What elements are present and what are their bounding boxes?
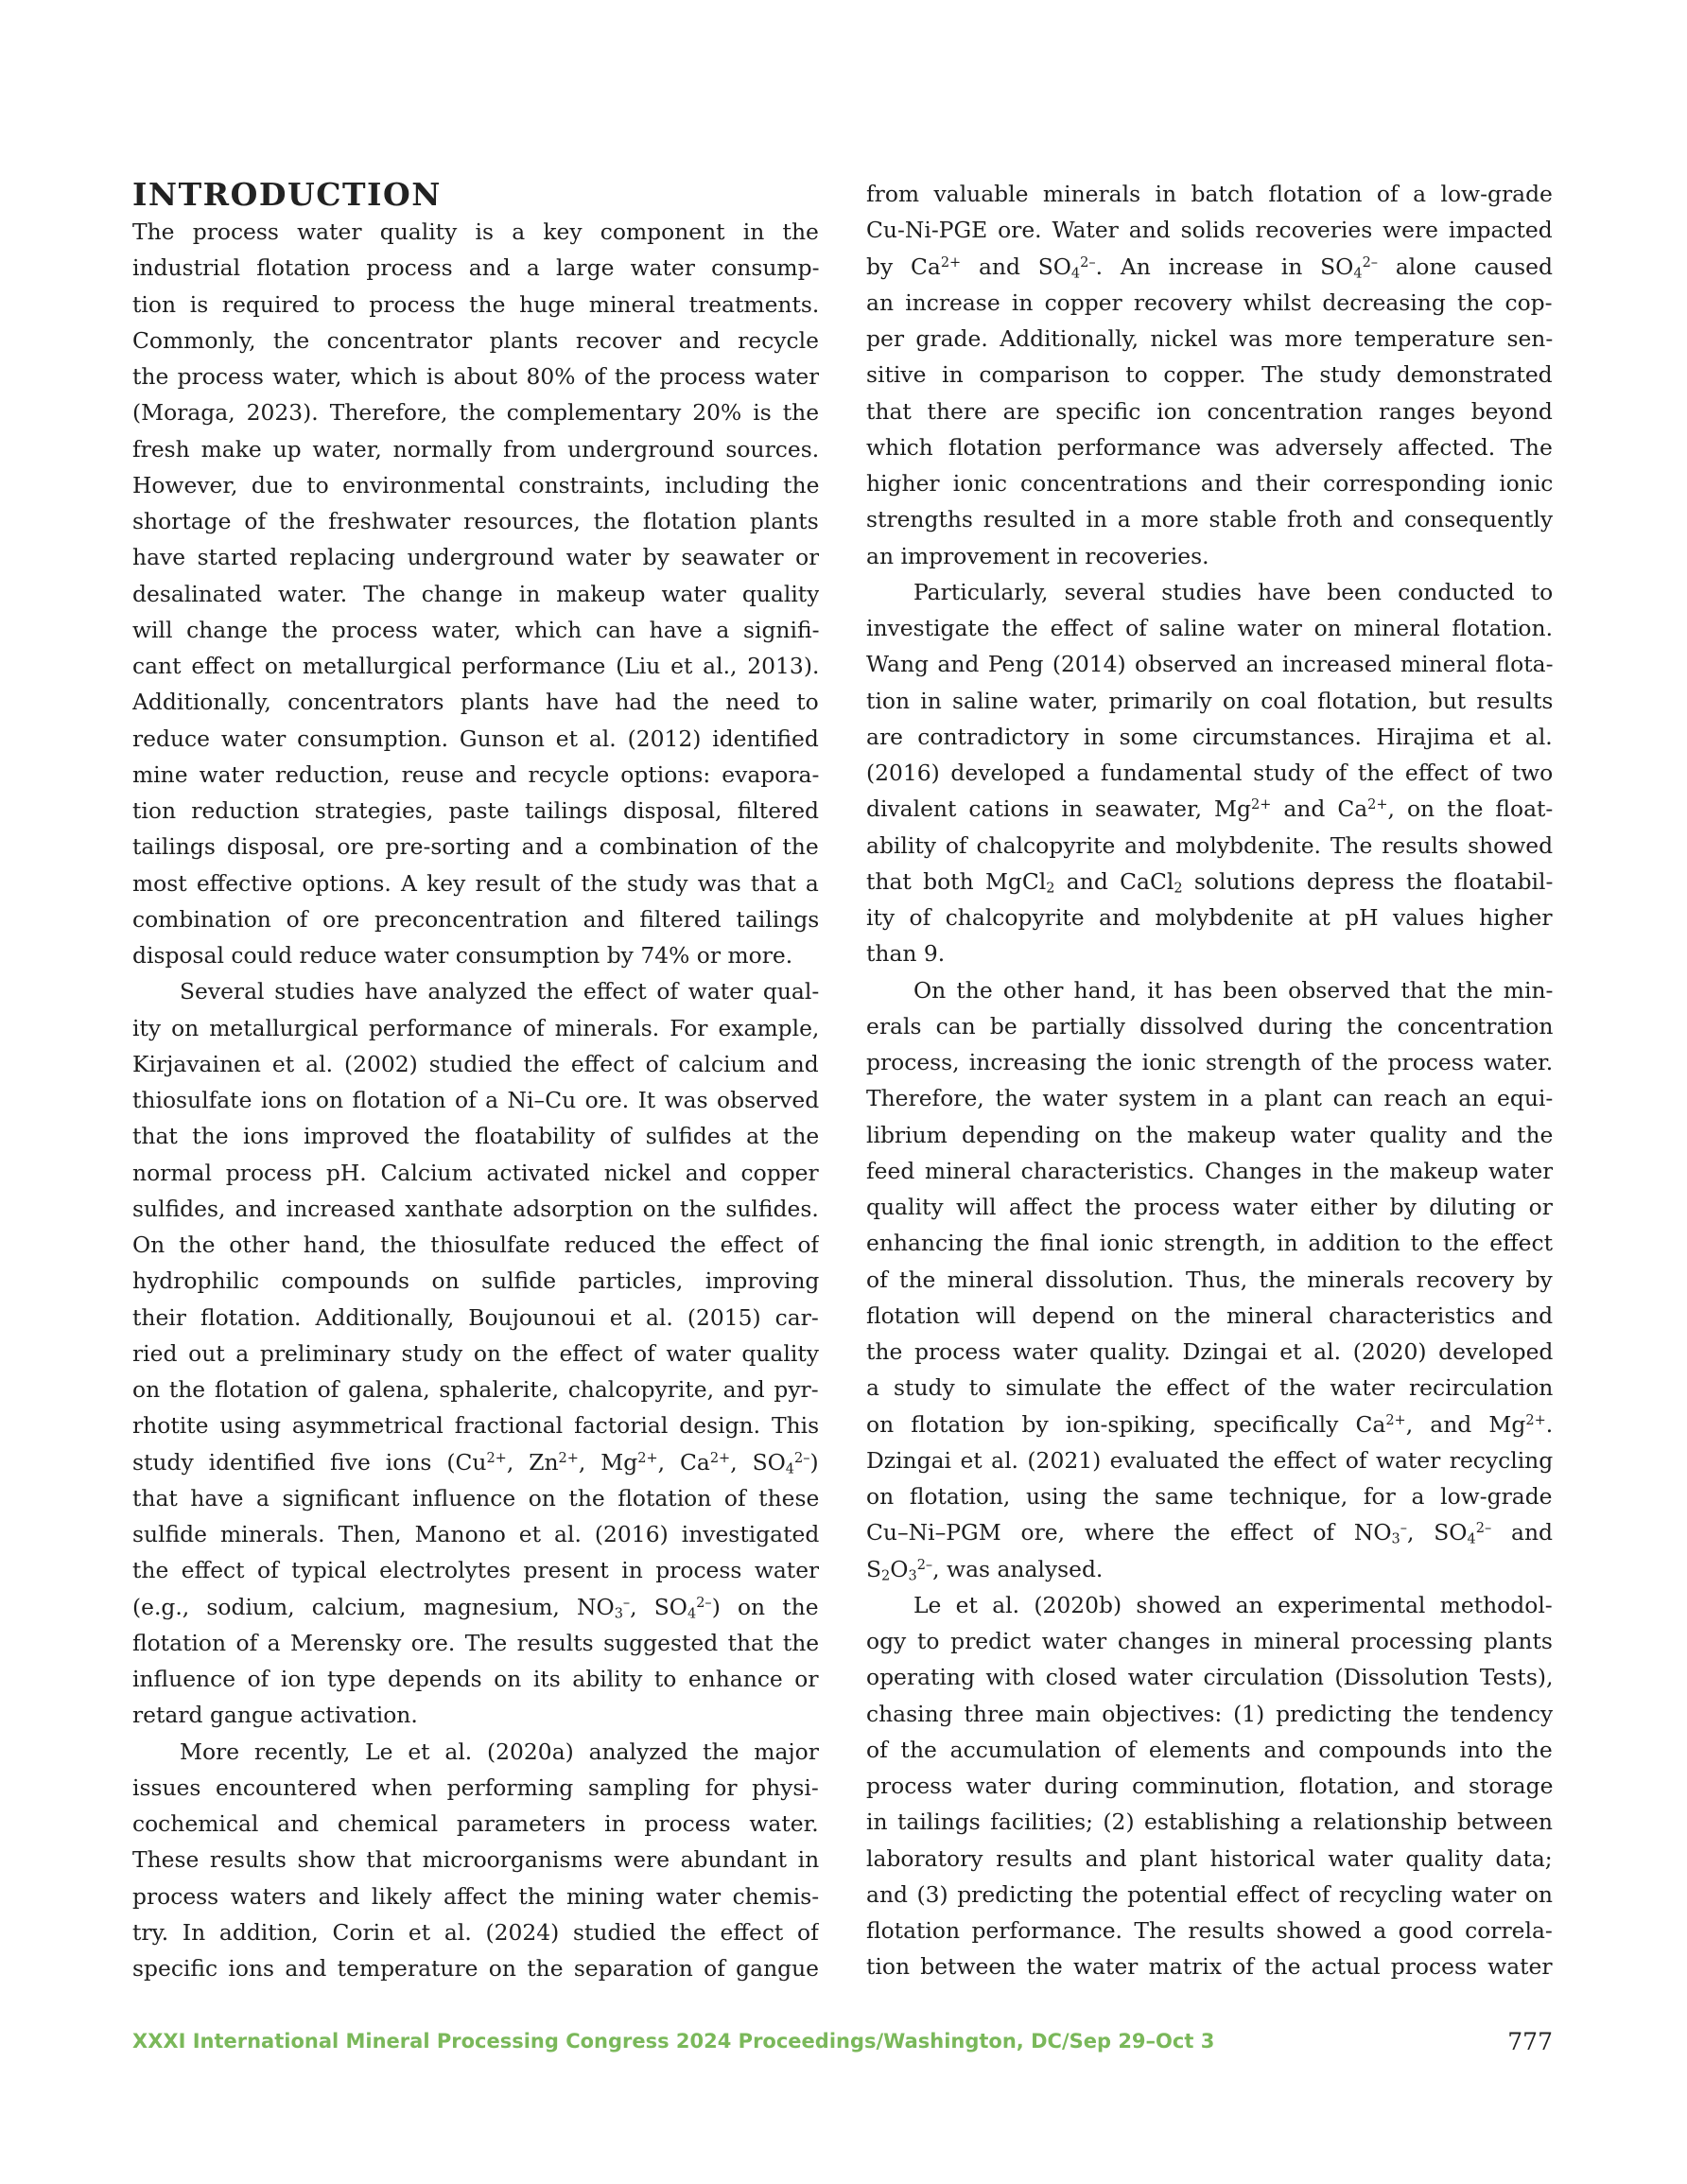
text-line: flotation will depend on the mineral characteristics and [866,1302,1553,1329]
text-line: chasing three main objectives: (1) predicting the tendency [866,1700,1553,1727]
text-line: These results show that microorganisms were abundant in [132,1846,819,1874]
text-line: on flotation by ion-spiking, specifically $Ca^{2+}$, and $Mg^{2+}$. [866,1410,1553,1438]
text-line: higher ionic concentrations and their corresponding ionic [866,470,1553,497]
left-column [132,176,819,1986]
text-line: from valuable minerals in batch flotation of a low-grade [866,181,1553,207]
text-line: $S_2O_3^{2-}$, was analysed. [866,1555,1104,1584]
text-line: On the other hand, the thiosulfate reduced the effect of [132,1232,819,1258]
text-line: The process water quality is a key component in the [132,218,819,245]
text-line: cochemical and chemical parameters in process water. [132,1810,819,1837]
text-line: than 9. [866,940,946,968]
text-line: divalent cations in seawater, $Mg^{2+}$ and $Ca^{2+}$, on the float- [866,795,1553,823]
text-line: Cu-Ni-PGE ore. Water and solids recoveries were impacted [866,217,1553,244]
text-line: a study to simulate the effect of the water recirculation [866,1374,1553,1402]
text-line: tailings disposal, ore pre-sorting and a combination of the [132,833,819,861]
text-line: reduce water consumption. Gunson et al. (2012) identified [132,725,819,752]
text-line: combination of ore preconcentration and filtered tailings [132,905,819,933]
text-line: ity on metallurgical performance of minerals. For example, [132,1014,819,1041]
text-line: feed mineral characteristics. Changes in the makeup water [866,1157,1553,1184]
text-line: that have a significant influence on the flotation of these [132,1484,819,1511]
text-line: flotation of a Merensky ore. The results suggested that the [132,1629,819,1656]
text-line: on the flotation of galena, sphalerite, chalcopyrite, and pyr- [132,1376,819,1403]
right-column [866,176,1553,1985]
text-line: strengths resulted in a more stable froth and consequently [866,506,1553,533]
text-line: the process water, which is about 80% of the process water [132,363,819,390]
text-line: the process water quality. Dzingai et al. (2020) developed [866,1338,1553,1365]
text-line: Several studies have analyzed the effect of water qual- [180,978,819,1005]
text-line: an increase in copper recovery whilst decreasing the cop- [866,288,1553,316]
text-line: fresh make up water, normally from underground sources. [132,435,819,463]
text-line: mine water reduction, reuse and recycle options: evapora- [132,760,819,788]
text-line: laboratory results and plant historical water quality data; [866,1844,1553,1872]
text-line: However, due to environmental constraints, including the [132,471,819,498]
text-line: specific ions and temperature on the separation of gangue [132,1955,819,1982]
page-number: 777 [1507,2028,1553,2055]
footer-conference-text: XXXI International Mineral Processing Congress 2024 Proceedings/Washington, DC/Sep 29–Oct 3 [132,2030,1215,2053]
text-line: process waters and likely affect the mining water chemis- [132,1882,819,1910]
text-line: industrial flotation process and a large water consump- [132,254,819,282]
text-line: their flotation. Additionally, Boujounoui et al. (2015) car- [132,1303,819,1331]
section-heading: INTRODUCTION [132,176,442,213]
text-line: by $Ca^{2+}$ and $SO_4^{2-}$. An increase in $SO_4^{2-}$ alone caused [866,253,1553,282]
text-line: enhancing the final ionic strength, in addition to the effect [866,1230,1553,1257]
text-line: are contradictory in some circumstances. Hirajima et al. [866,723,1553,750]
text-line: issues encountered when performing sampling for physi- [132,1773,819,1801]
text-line: Wang and Peng (2014) observed an increased mineral flota- [866,651,1553,678]
text-line: cant effect on metallurgical performance (Liu et al., 2013). [132,653,819,679]
text-line: Cu–Ni–PGM ore, where the effect of $NO_3^-$, $SO_4^{2-}$ and [866,1519,1553,1547]
text-line: (2016) developed a fundamental study of the effect of two [866,760,1553,786]
text-line: (Moraga, 2023). Therefore, the complementary 20% is the [132,399,819,427]
text-line: thiosulfate ions on flotation of a Ni–Cu ore. It was observed [132,1087,819,1113]
text-line: tion in saline water, primarily on coal flotation, but results [866,687,1553,714]
text-line: tion reduction strategies, paste tailings disposal, filtered [132,797,819,824]
text-line: rhotite using asymmetrical fractional factorial design. This [132,1412,819,1440]
text-line: Therefore, the water system in a plant can reach an equi- [866,1085,1553,1112]
text-line: of the mineral dissolution. Thus, the minerals recovery by [866,1266,1553,1293]
text-line: and (3) predicting the potential effect of recycling water on [866,1880,1553,1908]
text-line: ity of chalcopyrite and molybdenite at pH values higher [866,904,1553,931]
text-line: ried out a preliminary study on the effect of water quality [132,1339,819,1367]
text-line: normal process pH. Calcium activated nickel and copper [132,1159,819,1186]
text-line: ogy to predict water changes in mineral processing plants [866,1628,1553,1654]
text-line: Commonly, the concentrator plants recover and recycle [132,326,819,354]
text-line: that the ions improved the floatability of sulfides at the [132,1123,819,1150]
text-line: Additionally, concentrators plants have had the need to [132,689,819,716]
right-column-text [866,176,1553,1985]
text-line: Particularly, several studies have been conducted to [913,578,1553,605]
text-line: disposal could reduce water consumption by 74% or more. [132,942,793,969]
text-line: investigate the effect of saline water on mineral flotation. [866,615,1553,641]
text-line: that there are specific ion concentration ranges beyond [866,397,1553,425]
text-line: sulfide minerals. Then, Manono et al. (2016) investigated [132,1521,819,1547]
page-footer [132,2030,1553,2068]
text-line: Dzingai et al. (2021) evaluated the effect of water recycling [866,1446,1553,1474]
text-line: per grade. Additionally, nickel was more temperature sen- [866,325,1553,352]
text-line: sulfides, and increased xanthate adsorption on the sulfides. [132,1195,819,1222]
left-column-text [132,214,819,1986]
text-line: erals can be partially dissolved during the concentration [866,1012,1553,1040]
text-line: retard gangue activation. [132,1702,418,1729]
text-line: shortage of the freshwater resources, the flotation plants [132,508,819,534]
text-line: tion between the water matrix of the actual process water [866,1953,1553,1981]
text-line: tion is required to process the huge mineral treatments. [132,290,819,318]
text-line: ability of chalcopyrite and molybdenite. The results showed [866,831,1553,859]
text-line: process water during comminution, flotation, and storage [866,1773,1553,1799]
text-line: an improvement in recoveries. [866,542,1209,569]
text-line: on flotation, using the same technique, for a low-grade [866,1483,1553,1510]
text-line: influence of ion type depends on its ability to enhance or [132,1666,819,1692]
text-line: operating with closed water circulation (Dissolution Tests), [866,1664,1553,1691]
text-line: in tailings facilities; (2) establishing a relationship between [866,1808,1553,1836]
text-line: librium depending on the makeup water quality and the [866,1121,1553,1148]
text-line: quality will affect the process water either by diluting or [866,1194,1553,1220]
text-line: of the accumulation of elements and compounds into the [866,1736,1553,1763]
text-line: On the other hand, it has been observed that the min- [913,976,1553,1004]
text-line: Kirjavainen et al. (2002) studied the effect of calcium and [132,1050,819,1077]
text-line: that both MgCl$_2$ and CaCl$_2$ solutions depress the floatabil- [866,867,1553,897]
text-line: (e.g., sodium, calcium, magnesium, $NO_3^-$, $SO_4^{2-}$) on the [132,1593,819,1622]
text-line: study identified five ions ($Cu^{2+}$, $Zn^{2+}$, $Mg^{2+}$, $Ca^{2+}$, $SO_4^{2-}$) [132,1448,819,1477]
text-line: process, increasing the ionic strength of the process water. [866,1049,1553,1075]
text-line: desalinated water. The change in makeup water quality [132,580,819,607]
text-line: the effect of typical electrolytes present in process water [132,1557,819,1584]
text-line: which flotation performance was adversely affected. The [866,433,1553,461]
text-line: sitive in comparison to copper. The study demonstrated [866,361,1553,389]
text-line: will change the process water, which can have a signifi- [132,616,819,643]
text-line: More recently, Le et al. (2020a) analyzed the major [180,1738,819,1765]
text-line: have started replacing underground water by seawater or [132,544,819,571]
text-line: hydrophilic compounds on sulfide particles, improving [132,1267,819,1295]
text-line: most effective options. A key result of the study was that a [132,869,819,897]
text-line: Le et al. (2020b) showed an experimental methodol- [913,1591,1553,1618]
text-line: try. In addition, Corin et al. (2024) studied the effect of [132,1918,819,1946]
text-line: flotation performance. The results showed a good correla- [866,1917,1553,1944]
